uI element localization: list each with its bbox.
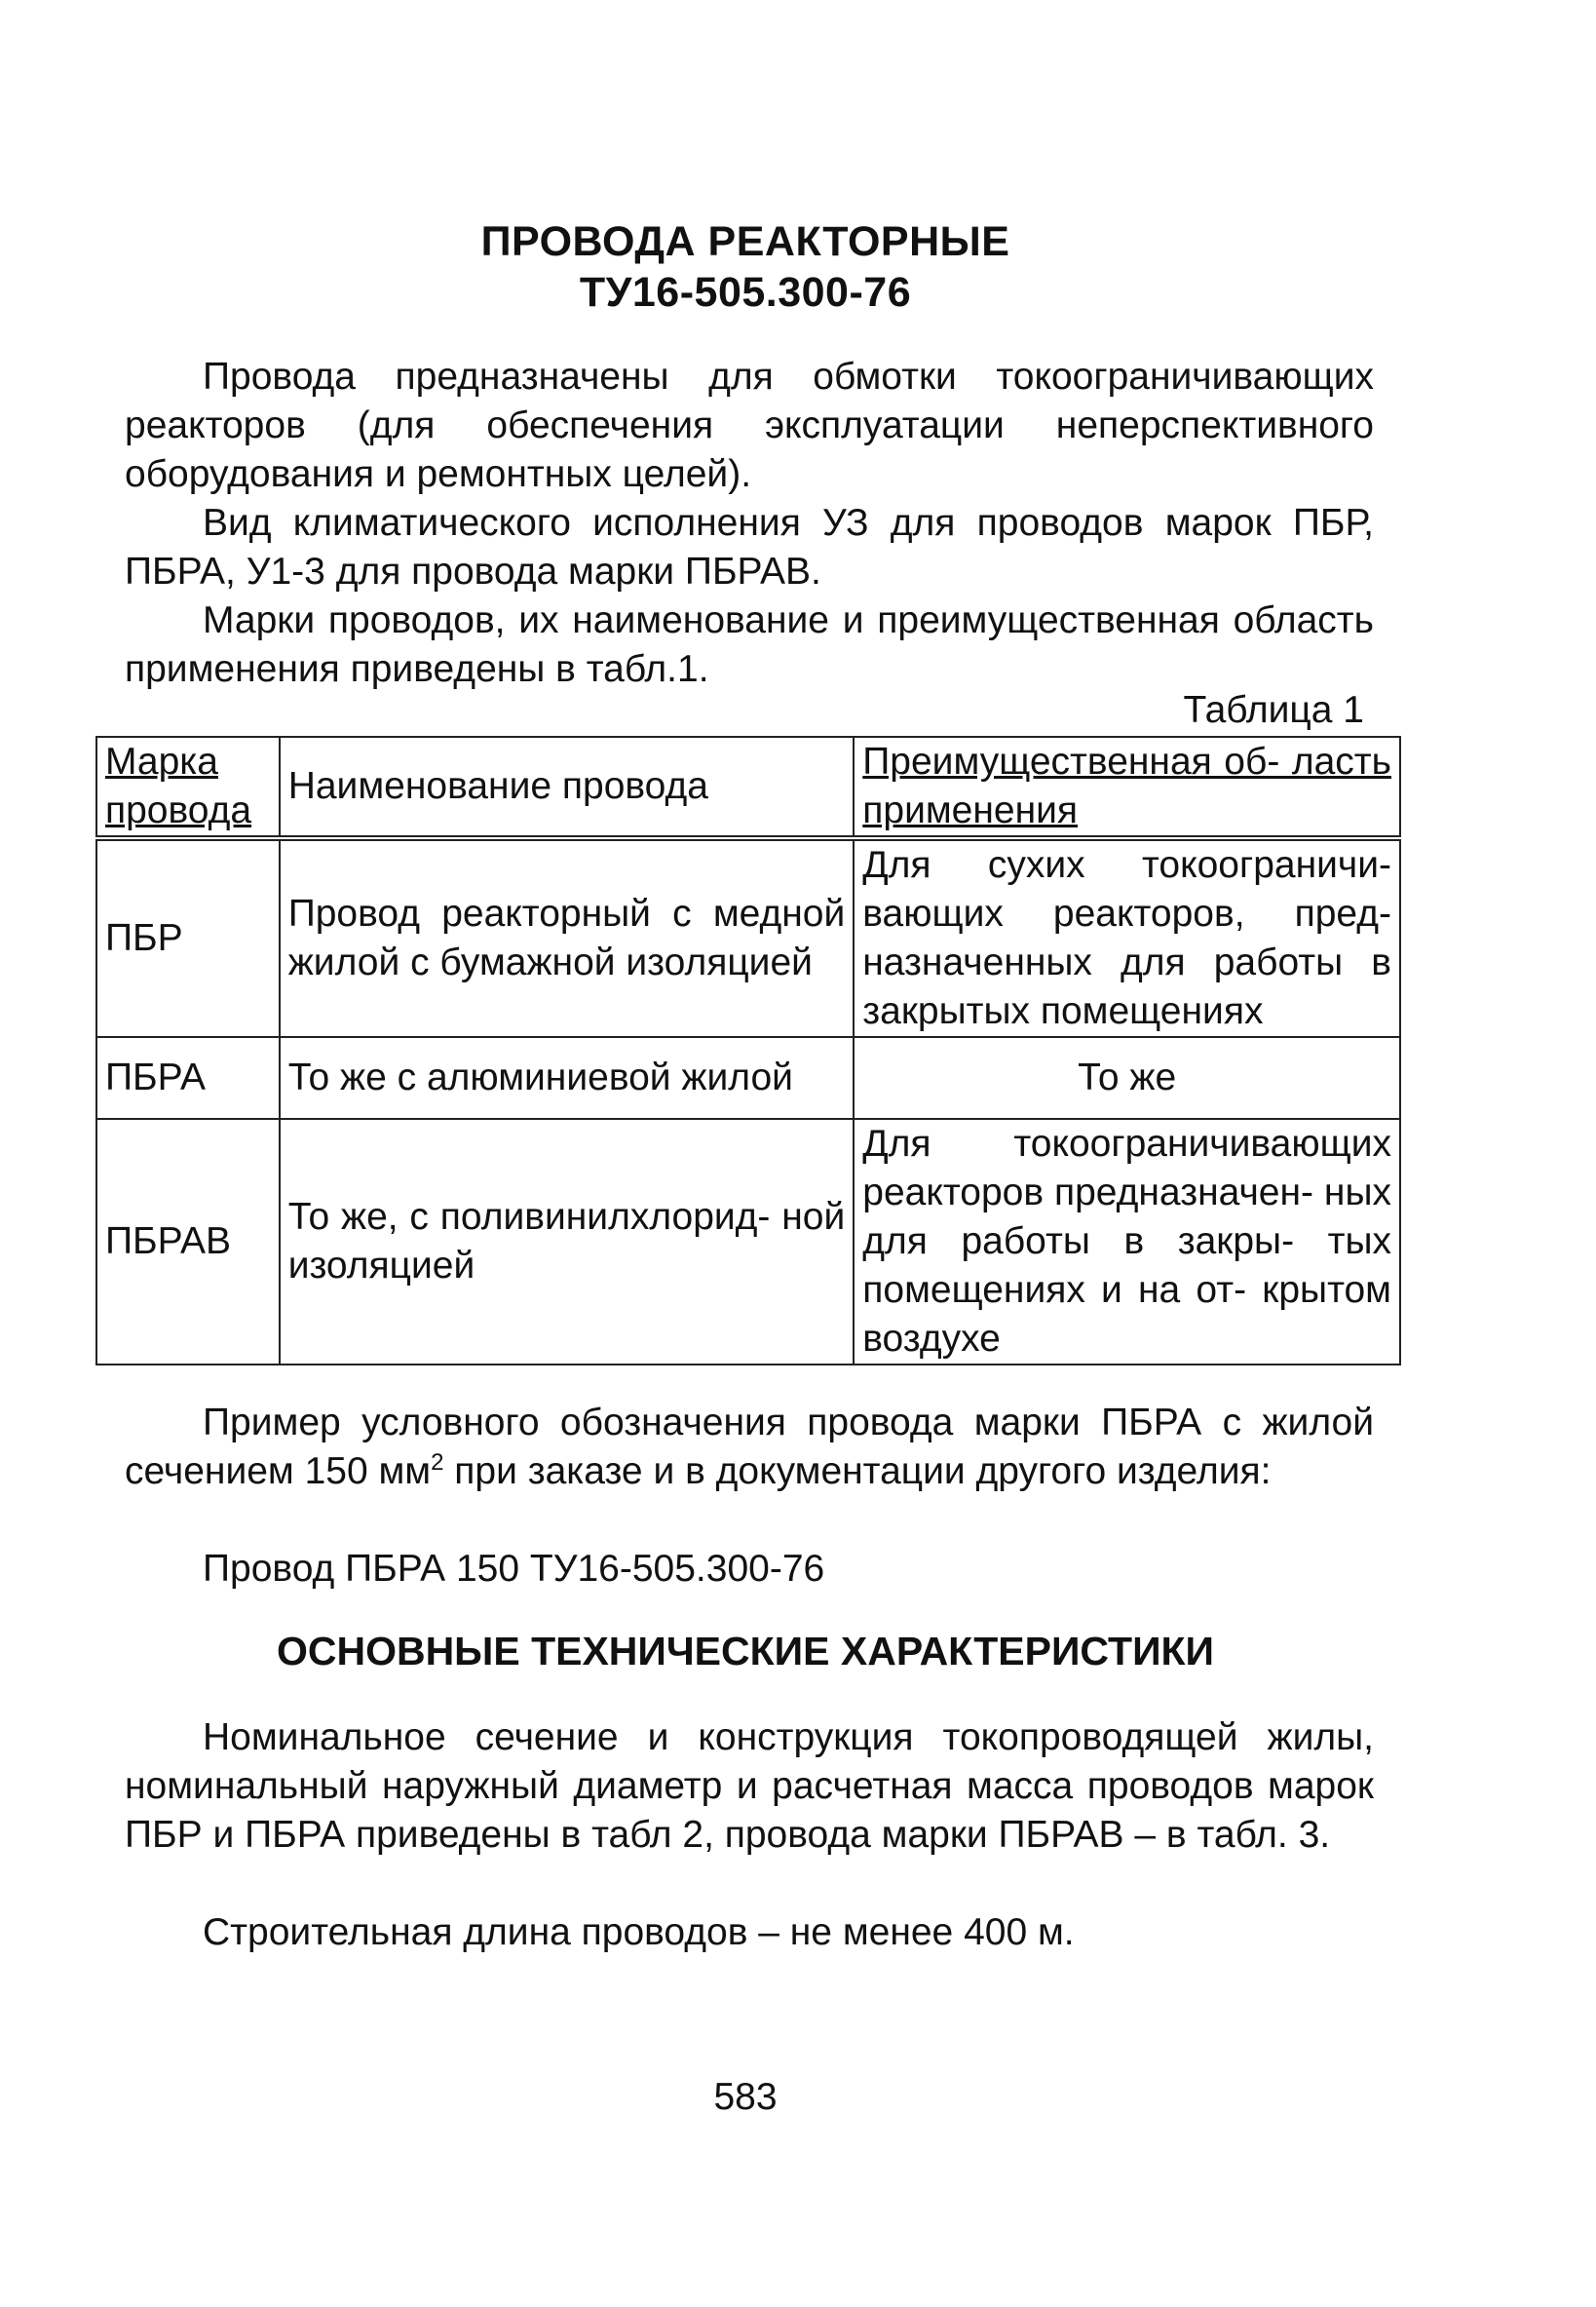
- table-header-row: [96, 737, 1400, 838]
- superscript-2: 2: [431, 1449, 444, 1476]
- intro-paragraph-2: [125, 499, 1374, 596]
- example-text-before: Пример условного обозначения провода марки ПБРА с жилой сечением 150 мм: [125, 1402, 1374, 1492]
- row-mark: ПБРАВ: [96, 1119, 280, 1365]
- table-row: [96, 838, 1400, 1037]
- header-mark: Марка провода: [96, 737, 280, 838]
- row-mark: ПБР: [96, 838, 280, 1037]
- row-mark: ПБРА: [96, 1037, 280, 1119]
- intro-text-2: Вид климатического исполнения УЗ для проводов марок ПБР, ПБРА, У1-3 для провода марки ПБРАВ.: [125, 502, 1374, 593]
- page-title: ПРОВОДА РЕАКТОРНЫЕ: [480, 218, 1010, 265]
- wire-grades-table: [95, 736, 1401, 1365]
- table-row: [96, 1119, 1400, 1365]
- row-use: То же: [854, 1037, 1400, 1119]
- row-name: То же с алюминиевой жилой: [280, 1037, 855, 1119]
- section-heading: ОСНОВНЫЕ ТЕХНИЧЕСКИЕ ХАРАКТЕРИСТИКИ: [276, 1629, 1215, 1673]
- designation-text: Провод ПБРА 150 ТУ16-505.300-76: [203, 1548, 825, 1590]
- intro-paragraph-3: [125, 596, 1374, 694]
- section-text-1: Номинальное сечение и конструкция токопроводящей жилы, номинальный наружный диаметр и расчетная масса проводов марок ПБР и ПБРА приведены в табл 2, провода марки ПБРАВ – в табл. 3.: [125, 1716, 1374, 1856]
- intro-text-1: Провода предназначены для обмотки токоограничивающих реакторов (для обеспечения эксплуатации неперспективного оборудования и ремонтных целей).: [125, 356, 1374, 495]
- row-use: Для сухих токоограничи- вающих реакторов, пред- назначенных для работы в закрытых помещениях: [854, 838, 1400, 1037]
- example-designation: [125, 1545, 1374, 1594]
- intro-text-3: Марки проводов, их наименование и преимущественная область применения приведены в табл.1.: [125, 599, 1374, 690]
- header-use: Преимущественная об- ласть применения: [854, 737, 1400, 838]
- row-use: Для токоограничивающих реакторов предназначен- ных для работы в закры- тых помещениях и на от- крытом воздухе: [854, 1119, 1400, 1365]
- example-paragraph: [125, 1399, 1374, 1496]
- section-text-2: Строительная длина проводов – не менее 400 м.: [203, 1911, 1075, 1953]
- example-text-after: при заказе и в документации другого изделия:: [443, 1450, 1272, 1492]
- intro-paragraph-1: [125, 353, 1374, 499]
- table-caption: Таблица 1: [1183, 689, 1364, 731]
- row-name: Провод реакторный с медной жилой с бумажной изоляцией: [280, 838, 855, 1037]
- page-number: 583: [713, 2076, 778, 2118]
- section-paragraph-1: [125, 1713, 1374, 1860]
- row-name: То же, с поливинилхлорид- ной изоляцией: [280, 1119, 855, 1365]
- section-paragraph-2: [125, 1908, 1374, 1957]
- header-name: Наименование провода: [280, 737, 855, 838]
- table-row: [96, 1037, 1400, 1119]
- spec-number: ТУ16-505.300-76: [579, 269, 912, 316]
